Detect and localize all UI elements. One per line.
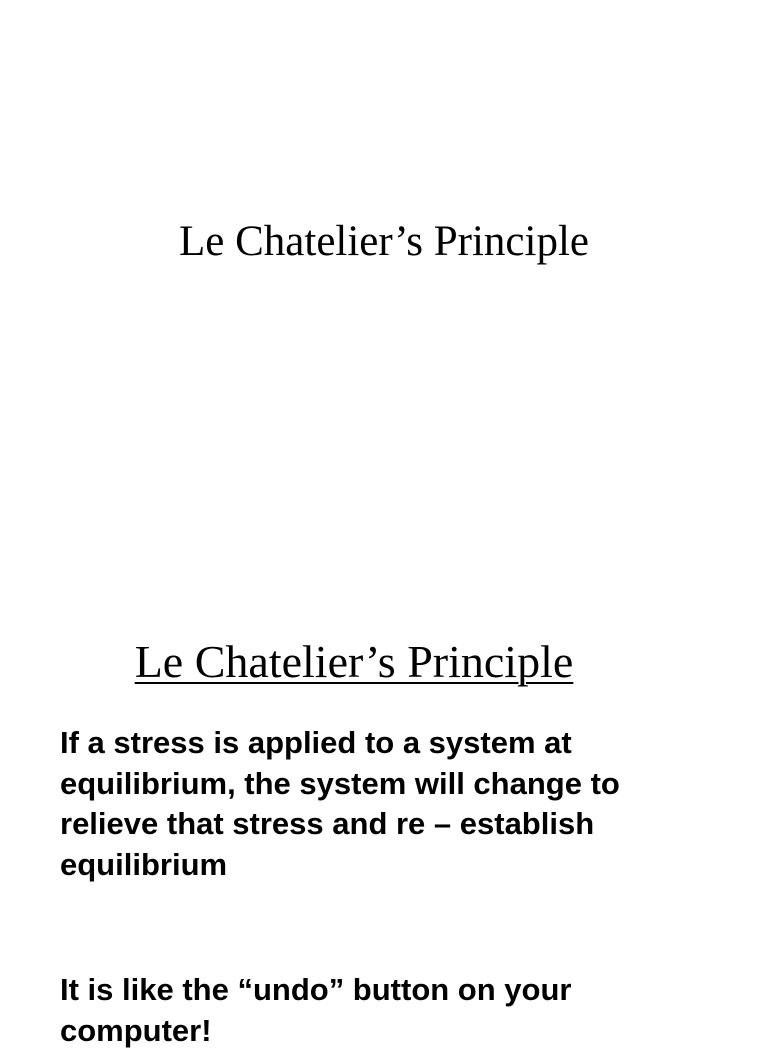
undo-analogy: It is like the “undo” button on your computer! — [60, 972, 572, 1048]
principle-definition: If a stress is applied to a system at equilibrium, the system will change to relieve that stress and re – establish equilibrium — [60, 725, 620, 882]
page-2-title: Le Chatelier’s Principle — [134, 636, 574, 687]
page-1-title: Le Chatelier’s Principle — [179, 218, 589, 265]
